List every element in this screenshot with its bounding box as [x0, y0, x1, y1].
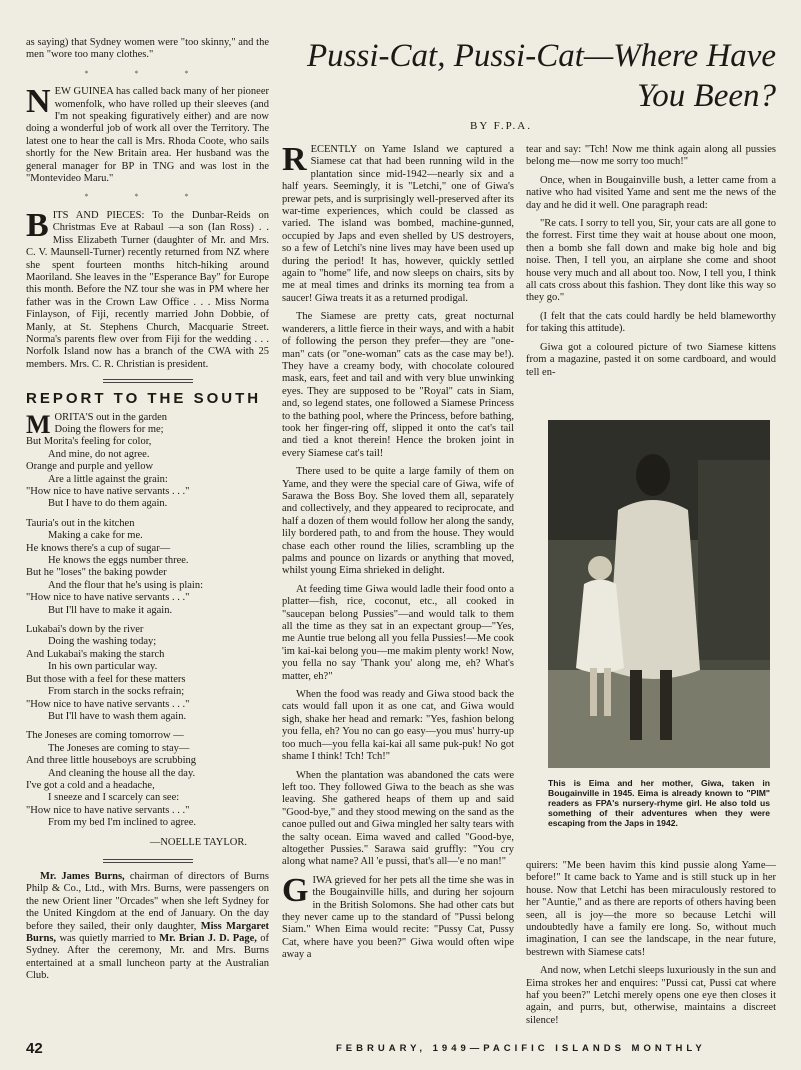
article-title: Pussi-Cat, Pussi-Cat—Where Have You Been? [307, 38, 776, 114]
poem [26, 409, 269, 849]
page-number: 42 [26, 1040, 43, 1057]
divider [103, 379, 193, 383]
drop-cap: B [26, 206, 49, 244]
paragraph-new-guinea: NEW GUINEA has called back many of her pioneer womenfolk, who have rolled up their sleeves (and I'm not speaking figuratively either) and are now doing a wonderful job of work all over the Territory. The latest one to hear the call is Mrs. Rhoda Coote, who sails shortly for the New Britain area. Her husband was the general manager for BP in TNG and was lost in the "Montevideo Maru." [26, 83, 269, 185]
left-column [26, 37, 269, 989]
paragraph-bits-and-pieces: BITS AND PIECES: To the Dunbar-Reids on Christmas Eve at Rabaul —a son (Ian Ross) . . Miss Elizabeth Turner (daughter of Mr. and Mrs. C. V. Maunsell-Turner) recently returned from NZ where she spent fourteen months hitch-hiking around Maoriland. She leaves in the "Esperance Bay" for Europe this month. Before the NZ tour she was in PM where her father was in the Crown Law Office . . . Miss Norma Finlayson, of Fiji, recently married John Dobbie, of Manly, at St. Stephens Church, Macquarie Street. Norma's parents flew over from Fiji for the wedding . . . Norfolk Island now has a branch of the CWA with 25 members. Mrs. C. R. Christian is president. [26, 206, 269, 370]
paragraph: tear and say: "Tch! Now me think again along all pussies belong me—now me sorry too much!" [526, 144, 776, 168]
paragraph: (I felt that the cats could hardly be held blameworthy for taking this attitude). [526, 310, 776, 335]
paragraph: The Siamese are pretty cats, great nocturnal wanderers, a little fierce in their ways, and with a habit of following the person they prefer—they are "one-man" cats (or "one-woman" cats as the case may be!). They have a creamy body, with chocolate coloured mask, ears, feet and tail and with very blue unwinking eyes. They are supposed to be "Royal" cats in Siam, and, so legend states, one followed a Siamese Princess to the bathing pool, where the Princess, before bathing, took her finger-ring off, slipped it onto the cat's tail and tied a knot therein! Hence the broken joint in every Siamese cat's tail! [282, 311, 514, 459]
middle-column [282, 141, 514, 968]
poem-stanza-3: Lukabai's down by the river Doing the washing today; And Lukabai's making the starch In his own particular way. But those with a feel for these matters From starch in the socks refrain; "How nice to have native servants . . ." But I'll have to wash them again. [26, 624, 190, 722]
section-stars: * * * [84, 68, 211, 78]
poem-signature: —NOELLE TAYLOR. [149, 836, 247, 848]
paragraph: There used to be quite a large family of them on Yame, and they were the special care of Giwa, wife of Sarawa the Boss Boy. She loved them all, separately and collectively, and they appeared to reciprocate, and half a dozen of them would follow her along the sandy, lily bordered path, to and from the house. They would chase each other round the lilies, scrambling up the palms and pounce on lizards or anything that moved, whilst young Eima shrieked in delight. [282, 466, 514, 577]
paragraph: Once, when in Bougainville bush, a letter came from a native who had visited Yame and sent me the news of the day and he did it well. One paragraph read: [526, 174, 776, 211]
paragraph: Giwa got a coloured picture of two Siamese kittens from a magazine, pasted it on some cardboard, and would tell en- [526, 341, 776, 378]
photo-caption: This is Eima and her mother, Giwa, taken in Bougainville in 1945. Eima is already known to "PIM" readers as FPA's nursery-rhyme girl. He also told us something of their adventures when they were escaping from the Japs in 1942. [548, 778, 770, 828]
divider [103, 859, 193, 863]
paragraph-continuation: as saying) that Sydney women were "too skinny," and the men "wore too many clothes." [26, 37, 269, 61]
poem-stanza-4: The Joneses are coming tomorrow — The Joneses are coming to stay— And three little houseboys are scrubbing And cleaning the house all the day. I've got a cold and a headache, I sneeze and I scarcely can see: "How nice to have native servants . . ." From my bed I'm inclined to agree. [26, 730, 196, 829]
paragraph: When the plantation was abandoned the cats were left too. They followed Giwa to the beach as she was leaving. She gathered heaps of them up and said "Good-bye," and they stood mewing on the sand as the canoe pulled out and Giwa mingled her salty tears with the salty ocean. Eima waved and called "Good-bye, altogether Pussies." Sarawa said gruffly: "You cry along what name? All 'e pussi, that's all—'e no man!" [282, 769, 514, 868]
photo-eima-and-giwa [548, 420, 770, 768]
drop-cap: M [26, 409, 51, 439]
drop-cap: G [282, 871, 309, 909]
section-stars: * * * [84, 192, 211, 202]
drop-cap: N [26, 83, 51, 121]
photo-illustration [548, 420, 770, 768]
paragraph-burns: Mr. James Burns, chairman of directors of Burns Philp & Co., Ltd., with Mrs. Burns, were passengers on the new Orient liner "Orcades" when she left Sydney for the United Kingdom at the end of January. On the day before they sailed, their only daughter, Miss Margaret Burns, was quietly married to Mr. Brian J. D. Page, of Sydney. After the ceremony, Mr. and Mrs. Burns entertained at a small luncheon party at the Australian Club. [26, 870, 270, 982]
poem-stanza-2: Tauria's out in the kitchen Making a cake for me. He knows there's a cup of sugar— He knows the eggs number three. But he "loses" the baking powder And the flour that he's using is plain: "How nice to have native servants . . ." But I'll have to make it again. [26, 517, 203, 616]
drop-cap: R [282, 141, 307, 178]
poem-heading: REPORT TO THE SOUTH [26, 390, 262, 408]
paragraph: RECENTLY on Yame Island we captured a Siamese cat that had been running wild in the plantation since mid-1942—nearly six and a half years. Seemingly, it is "Letchi," one of Giwa's prewar pets, and is surprisingly well-preserved after its war-time experiences, which could be classed as varied. The island was bombed, machine-gunned, occupied by Japs and even shelled by US destroyers, so a few of Letchi's nine lives may have been used up during the period! It has, however, quickly settled again to "home" life, and now sleeps on chairs, sits by me at meal times and drinks its morning tea from a saucer! Giwa treats it as a returned prodigal. [282, 141, 514, 304]
masthead: FEBRUARY, 1949—PACIFIC ISLANDS MONTHLY [336, 1043, 706, 1054]
poem-stanza-1: MORITA'S out in the garden Doing the flowers for me; But Morita's feeling for color, And mine, do not agree. Orange and purple and yellow Are a little against the grain: "How nice to have native servants . . ." But I have to do them again. [26, 409, 190, 510]
paragraph: When the food was ready and Giwa stood back the cats would fall upon it as one cat, and Giwa would sigh, shake her head and remark: "Yes, fashion belong you fella, eh? You no can go easy—you mus' hurry-up too much—you fella kai-kai all same puk-puk! No got shame I think! Tch! Tch!" [282, 689, 514, 763]
paragraph: "Re cats. I sorry to tell you, Sir, your cats are all gone to the forrest. First time they wait at house about one moon, then a bomb she fall down and make big hole and big noise. Then, I tell you, an airplane she come and shoot house very much and all about too. Now, I tell you, I think all cats cross about this fashion. They dont like this way so they go." [526, 218, 776, 304]
paragraph: quirers: "Me been havim this kind pussie along Yame—before!" It came back to Yame and is still stuck up in her house. Now that Letchi has been miraculously restored to her "Auntie," and as there are reports of others having been seen, all is joy—the more so because Letchi will undoubtedly have a family ere long. So, without much imagination, I can see the landscape, in the near future, bestrewn with Siamese cats! [526, 860, 776, 958]
paragraph: GIWA grieved for her pets all the time she was in the Bougainville hills, and during her sojourn in the British Solomons. She had other cats but they never came up to the standard of "Pussi belong Siam." When Eima would recite: "Pussy Cat, Pussy Cat, where have you been?" Giwa would often wipe away a [282, 871, 514, 961]
right-column [526, 144, 776, 385]
article-byline: BY F.P.A. [470, 120, 532, 132]
right-column-continued [526, 860, 776, 1033]
paragraph: And now, when Letchi sleeps luxuriously in the sun and Eima strokes her and enquires: "Pussi cat, Pussi cat where haf you been?" Letchi merely opens one eye then closes it again, and purrs, but, otherwise, maintains a discreet silence! [526, 965, 776, 1026]
paragraph: At feeding time Giwa would ladle their food onto a platter—fish, rice, coconut, etc., all cooked in "saucepan belong Pussies"—and would talk to them all the time as they sat in an expectant group—"Yes, me Auntie true belong all you fella Pussies!—Me cook 'im kai-kai belong you—me makim plenty work! Now, you fella no say 'Thank you' along me, eh? What's matter, eh?" [282, 583, 514, 682]
